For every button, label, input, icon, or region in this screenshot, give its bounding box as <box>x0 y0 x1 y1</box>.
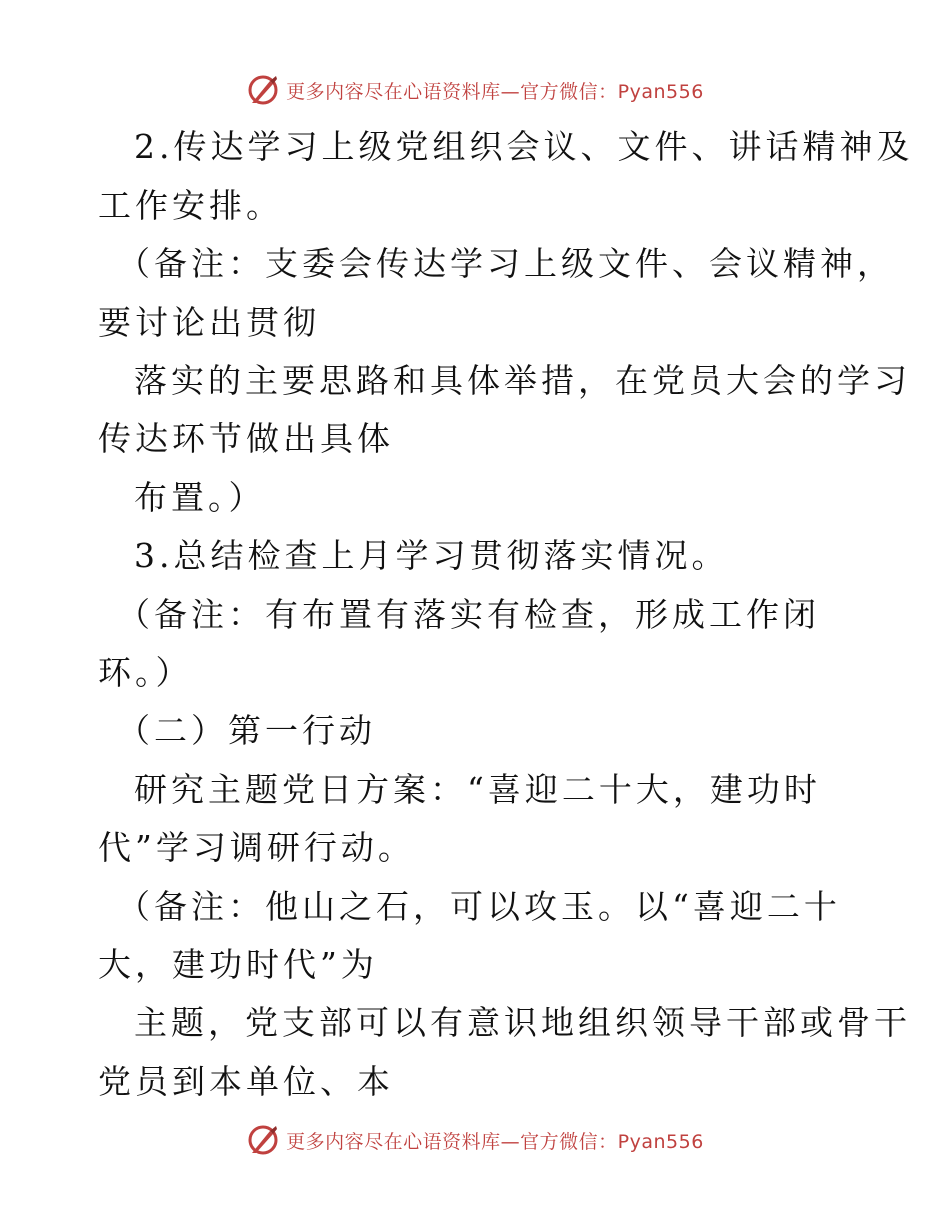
text-line: （二）第一行动 <box>117 711 376 750</box>
text-line: 党员到本单位、本 <box>98 1062 394 1101</box>
text-line: 传达环节做出具体 <box>98 419 394 458</box>
text-line: 大，建功时代”为 <box>98 945 378 984</box>
watermark-text: 更多内容尽在心语资料库—官方微信：Pyan556 <box>286 80 704 103</box>
text-line: 2.传达学习上级党组织会议、文件、讲话精神及 <box>134 127 914 166</box>
watermark-text: 更多内容尽在心语资料库—官方微信：Pyan556 <box>286 1130 704 1153</box>
text-line: （备注：支委会传达学习上级文件、会议精神， <box>117 244 894 283</box>
text-line: 主题，党支部可以有意识地组织领导干部或骨干 <box>134 1003 911 1042</box>
text-line: （备注：他山之石，可以攻玉。以“喜迎二十 <box>117 887 841 926</box>
text-line: 布置。） <box>134 478 266 517</box>
text-line: （备注：有布置有落实有检查，形成工作闭 <box>117 595 820 634</box>
text-line: 研究主题党日方案：“喜迎二十大，建功时 <box>134 770 821 809</box>
text-line: 要讨论出贯彻 <box>98 303 320 342</box>
footer-watermark <box>0 1120 950 1160</box>
text-line: 3.总结检查上月学习贯彻落实情况。 <box>134 536 729 575</box>
text-line: 工作安排。 <box>98 186 283 225</box>
text-line: 环。） <box>98 653 193 692</box>
quill-pen-circle-icon <box>246 1123 280 1157</box>
text-line: 代”学习调研行动。 <box>98 828 415 867</box>
text-line: 落实的主要思路和具体举措，在党员大会的学习 <box>134 361 911 400</box>
